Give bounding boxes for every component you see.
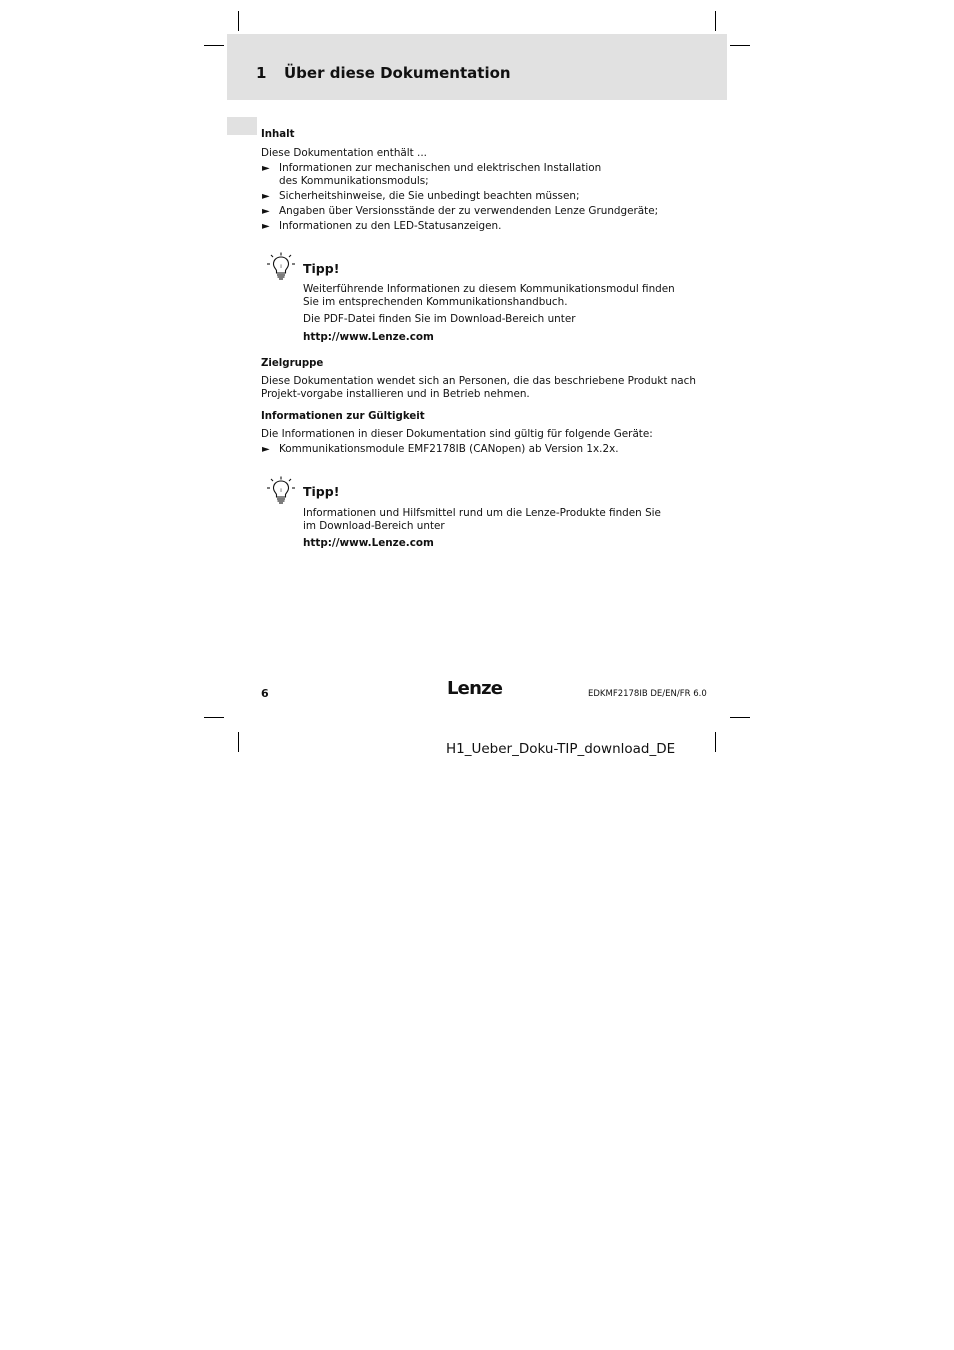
crop-mark xyxy=(238,732,239,752)
crop-mark xyxy=(730,717,750,718)
lightbulb-icon xyxy=(266,252,296,280)
tip-title: Tipp! xyxy=(303,261,340,276)
lenze-link[interactable]: http://www.Lenze.com xyxy=(303,537,434,549)
svg-text:i: i xyxy=(280,488,282,494)
inhalt-item: Informationen zur mechanischen und elektrischen Installation des Kommunikationsmoduls; xyxy=(279,162,602,187)
zielgruppe-heading: Zielgruppe xyxy=(261,358,324,369)
crop-mark xyxy=(715,11,716,31)
bullet-icon: ► xyxy=(262,206,270,217)
gueltigkeit-text: Die Informationen in dieser Dokumentation sind gültig für folgende Geräte: xyxy=(261,428,653,440)
side-tab-marker xyxy=(227,117,257,135)
page-number: 6 xyxy=(261,687,269,700)
lenze-link[interactable]: http://www.Lenze.com xyxy=(303,331,434,343)
inhalt-heading: Inhalt xyxy=(261,129,295,140)
bullet-icon: ► xyxy=(262,221,270,232)
svg-text:i: i xyxy=(280,264,282,270)
crop-mark xyxy=(204,45,224,46)
tip-text: Die PDF-Datei finden Sie im Download-Bereich unter xyxy=(303,313,576,325)
inhalt-item: Sicherheitshinweise, die Sie unbedingt beachten müssen; xyxy=(279,190,580,202)
crop-mark xyxy=(715,732,716,752)
document-id: EDKMF2178IB DE/EN/FR 6.0 xyxy=(588,689,707,699)
crop-mark xyxy=(238,11,239,31)
inhalt-item: Angaben über Versionsstände der zu verwendenden Lenze Grundgeräte; xyxy=(279,205,659,217)
chapter-number: 1 xyxy=(256,64,267,82)
crop-mark xyxy=(730,45,750,46)
bullet-icon: ► xyxy=(262,163,270,174)
gueltigkeit-heading: Informationen zur Gültigkeit xyxy=(261,411,425,422)
inhalt-intro: Diese Dokumentation enthält ... xyxy=(261,147,427,159)
zielgruppe-text: Diese Dokumentation wendet sich an Personen, die das beschriebene Produkt nach Projekt-vorgabe installieren und in Betrieb nehmen. xyxy=(261,375,696,400)
lenze-logo: Lenze xyxy=(447,678,503,699)
gueltigkeit-item: Kommunikationsmodule EMF2178IB (CANopen) ab Version 1x.2x. xyxy=(279,443,619,455)
layout-tag: H1_Ueber_Doku-TIP_download_DE xyxy=(446,741,676,757)
tip-title: Tipp! xyxy=(303,484,340,499)
chapter-title: Über diese Dokumentation xyxy=(284,64,511,82)
crop-mark xyxy=(204,717,224,718)
inhalt-item: Informationen zu den LED-Statusanzeigen. xyxy=(279,220,502,232)
tip-text: Informationen und Hilfsmittel rund um die Lenze-Produkte finden Sie im Download-Bereich unter xyxy=(303,507,661,532)
bullet-icon: ► xyxy=(262,191,270,202)
tip-text: Weiterführende Informationen zu diesem Kommunikationsmodul finden Sie im entsprechenden Kommunikationshandbuch. xyxy=(303,283,675,308)
lightbulb-icon xyxy=(266,476,296,504)
bullet-icon: ► xyxy=(262,444,270,455)
